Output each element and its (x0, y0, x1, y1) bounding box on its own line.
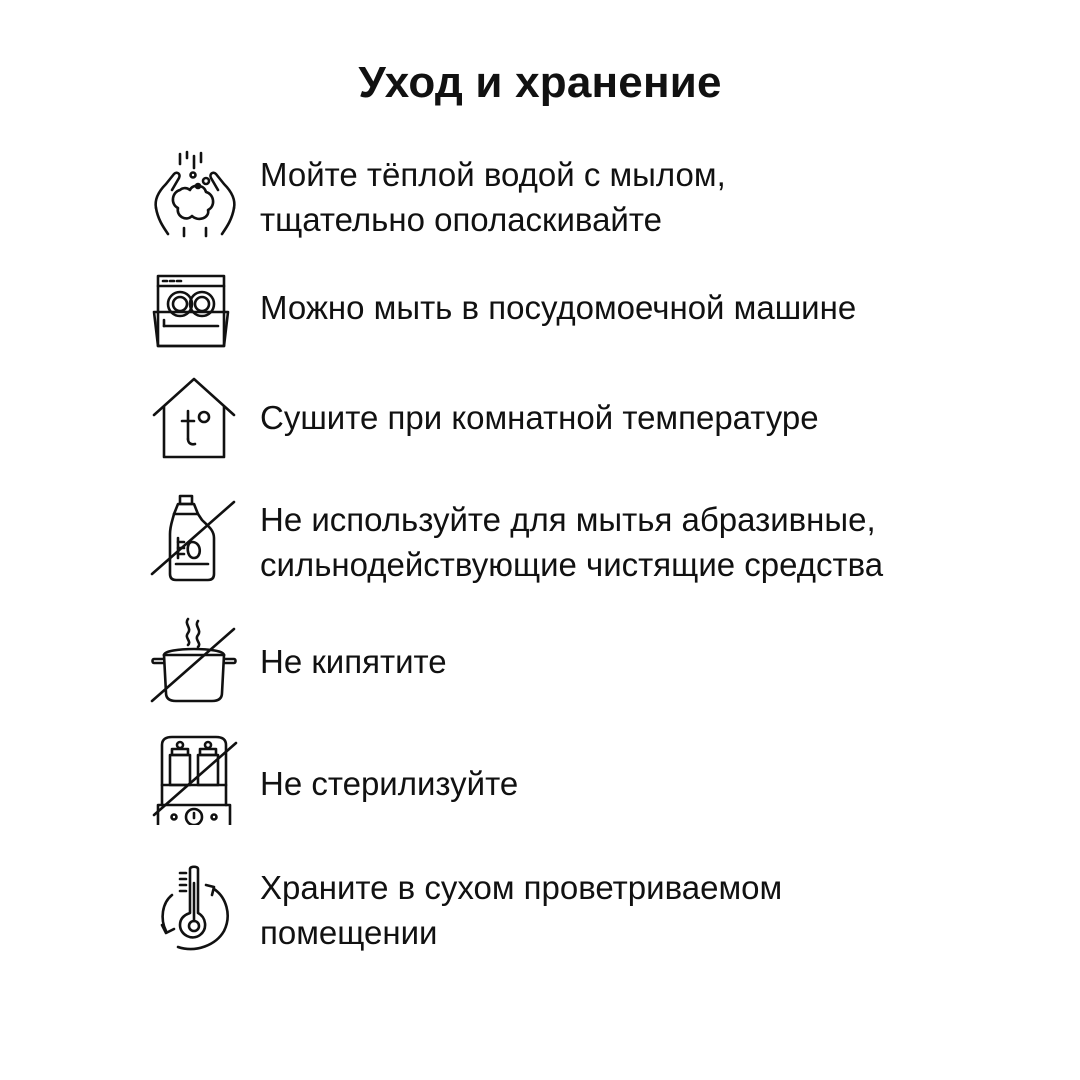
care-item-text: Можно мыть в посудомоечной машине (260, 289, 857, 326)
care-item-text: тщательно ополаскивайте (260, 201, 662, 238)
room-temperature-icon (150, 375, 240, 465)
no-abrasive-detergent-icon (150, 492, 240, 582)
care-item-text: Сушите при комнатной температуре (260, 399, 819, 436)
no-sterilizer-icon (150, 735, 240, 825)
care-item-text: Храните в сухом проветриваемом (260, 869, 783, 906)
care-item-text: сильнодействующие чистящие средства (260, 546, 884, 583)
page-title: Уход и хранение (358, 58, 722, 107)
care-item-text: Не используйте для мытья абразивные, (260, 501, 876, 538)
dishwasher-icon (150, 270, 240, 360)
dry-ventilated-storage-icon (150, 865, 240, 955)
care-item-text: Мойте тёплой водой с мылом, (260, 156, 726, 193)
care-item-text: Не стерилизуйте (260, 765, 519, 802)
no-boiling-icon (150, 615, 240, 705)
care-item-text: помещении (260, 914, 438, 951)
hand-wash-icon (150, 150, 240, 240)
care-item-text: Не кипятите (260, 643, 447, 680)
